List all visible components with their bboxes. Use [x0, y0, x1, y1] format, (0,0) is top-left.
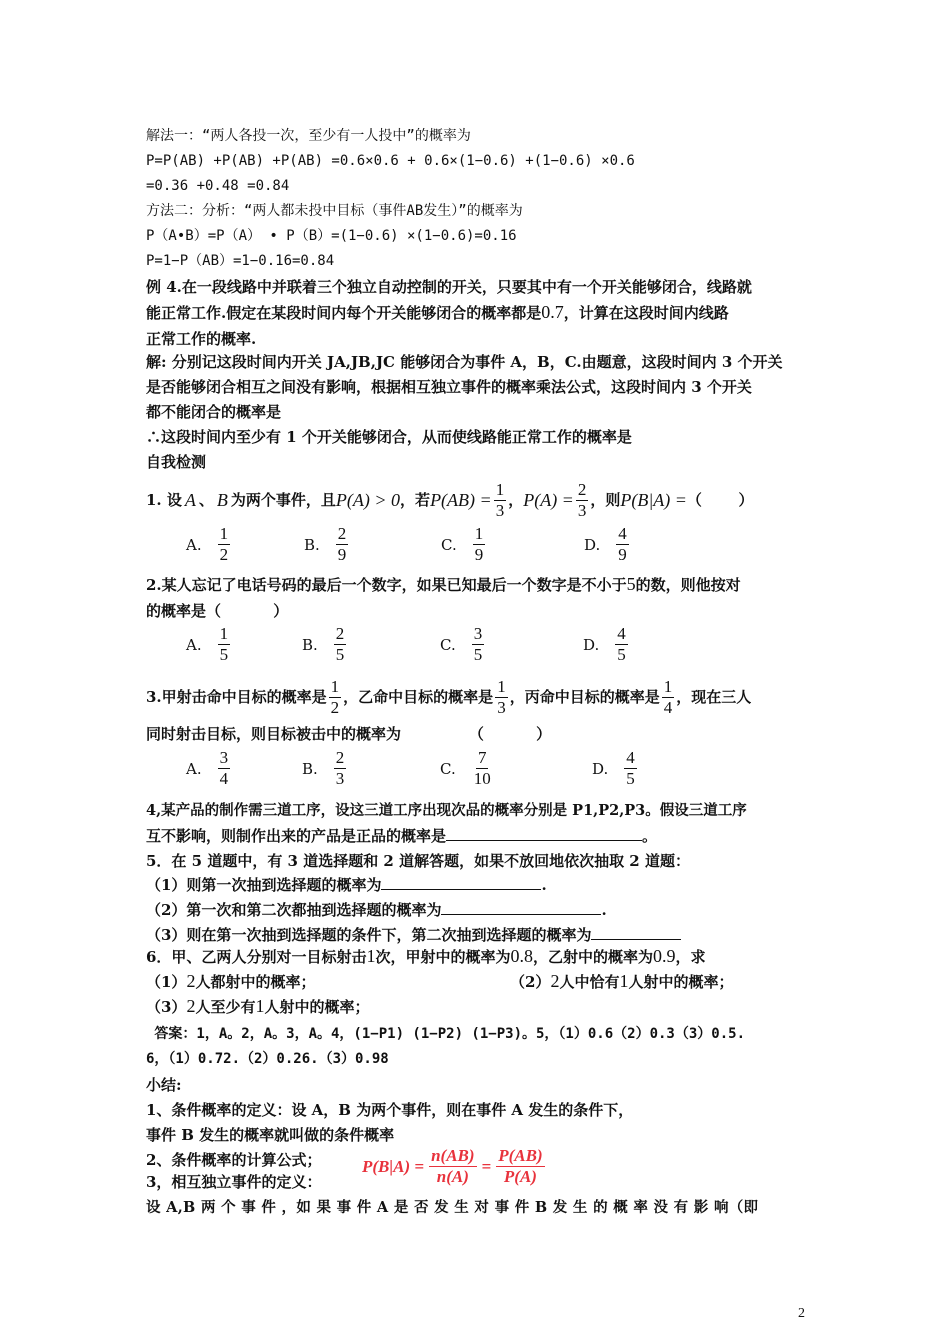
method1-line1: 解法一：“两人各投一次，至少有一人投中”的概率为 — [146, 128, 471, 144]
q1-mid2: ，若 — [400, 491, 431, 509]
example4-solution-2: 是否能够闭合相互之间没有影响，根据相互独立事件的概率乘法公式，这段时间内 3 个开关 — [146, 378, 752, 396]
q1-pba: P(B|A) = — [620, 490, 687, 510]
page-number: 2 — [798, 1306, 805, 1321]
method2-line3: P=1−P（AB）=1−0.16=0.84 — [146, 253, 335, 269]
summary-title: 小结: — [146, 1076, 182, 1094]
q5-part2-blank[interactable] — [441, 898, 601, 915]
q1-comma: ， — [508, 491, 524, 509]
example4-line2-a: 能正常工作.假定在某段时间内每个开关能够闭合的概率都是 — [146, 304, 542, 322]
q4-answer-blank[interactable] — [446, 824, 642, 841]
method2-line1: 方法二：分析：“两人都未投中目标（事件AB发生）”的概率为 — [146, 203, 523, 219]
example4-solution-3: 都不能闭合的概率是 — [146, 403, 282, 421]
q1-frac-1: $\frac{1}{3}$ — [495, 479, 505, 520]
q3-option-c: C. $\frac{7}{10}$ — [440, 748, 491, 788]
summary-independence-1: 3，相互独立事件的定义： — [146, 1173, 322, 1191]
q1-option-d: D. $\frac{4}{9}$ — [584, 524, 627, 564]
summary-independence-2: 设 A,B 两 个 事 件 ，如 果 事 件 A 是 否 发 生 对 事 件 B 发 生 的 概 率 没 有 影 响（即 — [146, 1199, 759, 1216]
q1-paren: （ ） — [686, 491, 754, 509]
q1-mid3: ，则 — [590, 491, 621, 509]
q2-option-a: A. $\frac{1}{5}$ — [186, 624, 229, 664]
question-1 — [146, 478, 753, 522]
question-2-line1: 2.某人忘记了电话号码的最后一个数字，如果已知最后一个数字是不小于5的数，则他按对 — [146, 574, 741, 594]
example4-solution-1: 解: 分别记这段时间内开关 JA,JB,JC 能够闭合为事件 A，B，C.由题意，这段时间内 3 个开关 — [146, 353, 783, 371]
q3-option-b: B. $\frac{2}{3}$ — [302, 748, 345, 788]
self-test-heading: 自我检测 — [146, 453, 207, 471]
summary-definition-2: 事件 B 发生的概率就叫做的条件概率 — [146, 1126, 395, 1144]
q1-pab: P(AB) = — [430, 490, 492, 510]
question-3-line2: 同时射击目标，则目标被击中的概率为 （ ） — [146, 725, 552, 743]
question-5-part1: （1）则第一次抽到选择题的概率为 . — [146, 873, 547, 896]
conditional-probability-formula: P(B|A) = $\frac{n(AB)}{n(A)}$ = $\frac{P(AB)}{P(A)}$ — [362, 1146, 543, 1186]
q1-prefix: 1. 设 — [146, 491, 182, 509]
question-5-part2: （2）第一次和第二次都抽到选择题的概率为 . — [146, 898, 607, 921]
q3-option-a: A. $\frac{3}{4}$ — [186, 748, 229, 788]
method2-line2: P（A•B）=P（A） • P（B）=(1−0.6) ×(1−0.6)=0.16 — [146, 228, 517, 244]
q1-pa: P(A) = — [523, 490, 574, 510]
q5-part1-blank[interactable] — [381, 873, 541, 890]
question-5-line1: 5．在 5 道题中，有 3 道选择题和 2 道解答题，如果不放回地依次抽取 2 道题： — [146, 852, 690, 870]
q2-option-c: C. $\frac{3}{5}$ — [440, 624, 483, 664]
q1-event-a: A — [184, 490, 196, 510]
q2-option-b: B. $\frac{2}{5}$ — [302, 624, 345, 664]
method1-line2: P=P(AB) +P(AB) +P(AB) =0.6×0.6 + 0.6×(1−0.6) +(1−0.6) ×0.6 — [146, 153, 635, 169]
q1-event-b: B — [216, 490, 228, 510]
question-6-part1: （1）2人都射中的概率； — [146, 971, 316, 991]
question-6-part3: （3）2人至少有1人射中的概率； — [146, 996, 370, 1016]
q1-condition: P(A) > 0 — [335, 490, 401, 510]
summary-formula-label: 2、条件概率的计算公式； — [146, 1151, 322, 1169]
question-6-line1: 6．甲、乙两人分别对一目标射击1次，甲射中的概率为0.8，乙射中的概率为0.9，求 — [146, 946, 706, 966]
q1-option-b: B. $\frac{2}{9}$ — [304, 524, 347, 564]
answers-line2: 6，（1）0.72.（2）0.26.（3）0.98 — [146, 1051, 389, 1067]
q1-option-c: C. $\frac{1}{9}$ — [441, 524, 484, 564]
example4-line2-b: ，计算在这段时间内线路 — [563, 304, 729, 322]
question-4-line2: 互不影响，则制作出来的产品是正品的概率是 。 — [146, 824, 657, 847]
example4-line2 — [146, 301, 729, 324]
method1-line3: =0.36 +0.48 =0.84 — [146, 178, 290, 194]
answers-line1: 答案：1，A。2，A。3，A。4，(1−P1) (1−P2) (1−P3)。5，（1）0.6（2）0.3（3）0.5. — [146, 1026, 746, 1042]
q2-option-d: D. $\frac{4}{5}$ — [583, 624, 626, 664]
q1-option-a: A. $\frac{1}{2}$ — [186, 524, 229, 564]
example4-solution-4: ∴这段时间内至少有 1 个开关能够闭合，从而使线路能正常工作的概率是 — [146, 428, 632, 446]
question-4-line1: 4,某产品的制作需三道工序，设这三道工序出现次品的概率分别是 P1,P2,P3。假设三道工序 — [146, 802, 747, 819]
q1-frac-2: $\frac{2}{3}$ — [577, 479, 587, 520]
question-2-line2: 的概率是（ ） — [146, 602, 289, 620]
question-6-part2: （2）2人中恰有1人射中的概率； — [510, 971, 734, 991]
example4-probability: 0.7 — [541, 302, 564, 322]
q3-option-d: D. $\frac{4}{5}$ — [592, 748, 635, 788]
q1-mid1: 为两个事件，且 — [230, 491, 336, 509]
summary-definition-1: 1、条件概率的定义：设 A，B 为两个事件，则在事件 A 发生的条件下， — [146, 1101, 634, 1119]
example4-line1: 例 4.在一段线路中并联着三个独立自动控制的开关，只要其中有一个开关能够闭合，线路就 — [146, 278, 752, 296]
q1-sep: 、 — [198, 491, 214, 509]
question-3-line1: 3.甲射击命中目标的概率是 $\frac{1}{2}$ ，乙命中目标的概率是 $\frac{1}{3}$ ，丙命中目标的概率是 $\frac{1}{4}$ ，现在三人 — [146, 676, 752, 717]
example4-line3: 正常工作的概率. — [146, 330, 257, 348]
q5-part3-blank[interactable] — [591, 923, 681, 940]
question-5-part3: （3）则在第一次抽到选择题的条件下，第二次抽到选择题的概率为 — [146, 923, 681, 946]
